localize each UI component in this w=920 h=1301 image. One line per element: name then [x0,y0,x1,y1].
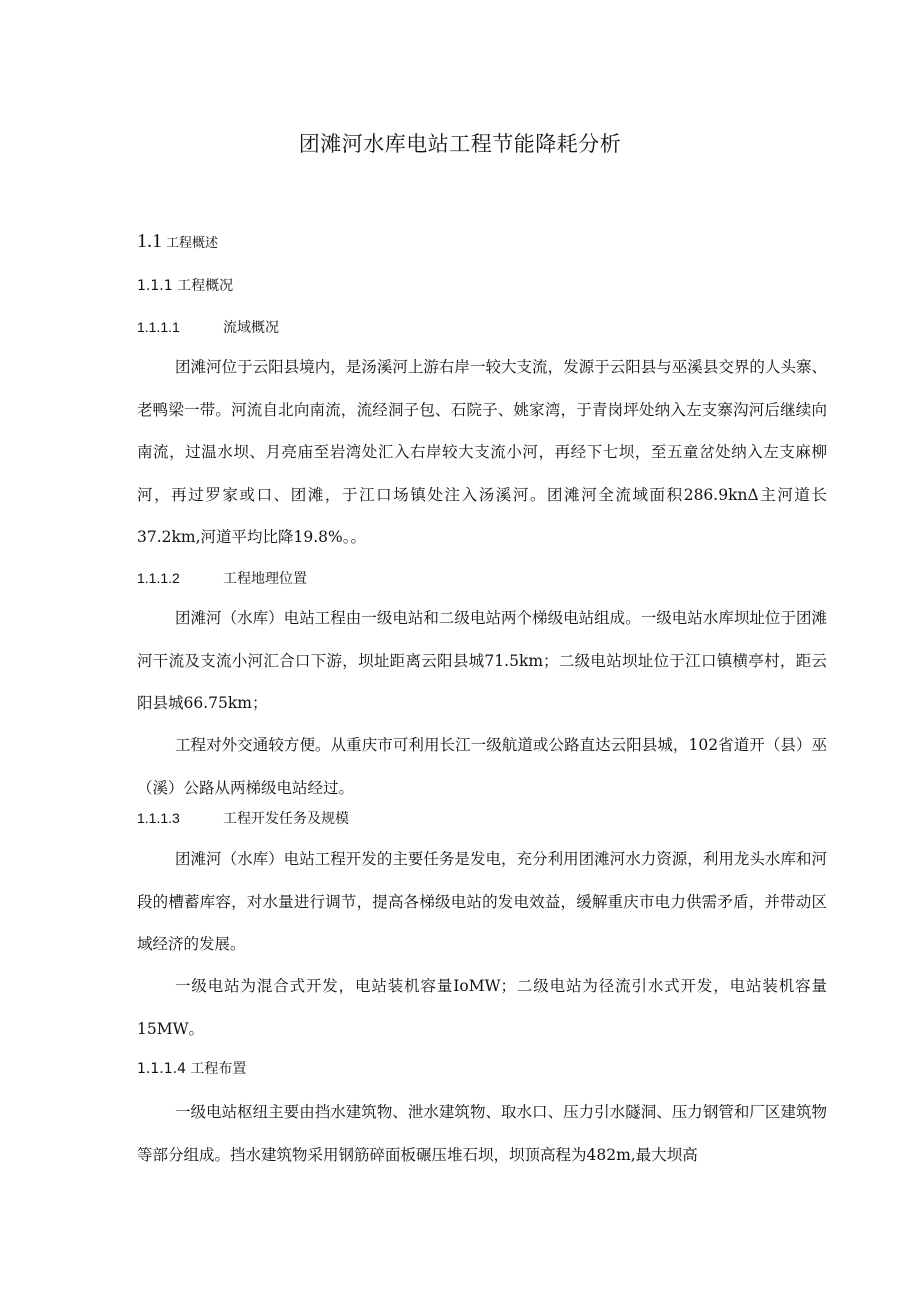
section-heading-1-1-1: 1.1.1 工程概况 [137,278,234,294]
paragraph-watershed: 团滩河位于云阳县境内，是汤溪河上游右岸一较大支流，发源于云阳县与巫溪县交界的人头寨、老鸭梁一带。河流自北向南流，流经洞子包、石院子、姚家湾，于青岗坪处纳入左支寨沟河后继续向南流，过温水坝、月亮庙至岩湾处汇入右岸较大支流小河，再经下七坝，至五童岔处纳入左支麻柳河，再过罗家或口、团滩，于江口场镇处注入汤溪河。团滩河全流域面积286.9knΔ主河道长37.2km,河道平均比降19.8%。。 [137,358,827,546]
paragraph-location: 团滩河（水库）电站工程由一级电站和二级电站两个梯级电站组成。一级电站水库坝址位于团滩河干流及支流小河汇合口下游，坝址距离云阳县城71.5km；二级电站坝址位于江口镇横亭村，距云阳县城66.75km； [137,609,827,712]
section-number: 1.1 [137,230,162,252]
section-label: 工程开发任务及规模 [223,811,349,827]
section-label: 流域概况 [223,320,279,336]
paragraph-transport: 工程对外交通较方便。从重庆市可利用长江一级航道或公路直达云阳县城，102省道开（县）巫（溪）公路从两梯级电站经过。 [137,736,827,797]
section-number: 1.1.1.1 [137,319,180,335]
section-heading-1-1 [137,230,218,253]
section-number: 1.1.1.2 [137,570,180,586]
section-heading-1-1-1-4: 1.1.1.4 工程布置 [137,1061,247,1077]
section-heading-1-1-1-2 [137,568,307,588]
section-number: 1.1.1.3 [137,810,180,826]
paragraph-layout: 一级电站枢纽主要由挡水建筑物、泄水建筑物、取水口、压力引水隧洞、压力钢管和厂区建筑物等部分组成。挡水建筑物采用钢筋碎面板碾压堆石坝，坝顶高程为482m,最大坝高 [137,1103,827,1164]
document-title: 团滩河水库电站工程节能降耗分析 [298,132,622,156]
paragraph-capacity: 一级电站为混合式开发，电站装机容量IoMW；二级电站为径流引水式开发，电站装机容量15MW。 [137,977,827,1038]
section-heading-1-1-1-3 [137,808,349,828]
paragraph-development-task: 团滩河（水库）电站工程开发的主要任务是发电，充分利用团滩河水力资源，利用龙头水库和河段的槽蓄库容，对水量进行调节，提高各梯级电站的发电效益，缓解重庆市电力供需矛盾，并带动区域经济的发展。 [137,850,827,953]
section-label: 工程概述 [166,236,219,251]
section-label: 工程地理位置 [223,571,307,587]
section-heading-1-1-1-1 [137,317,279,337]
